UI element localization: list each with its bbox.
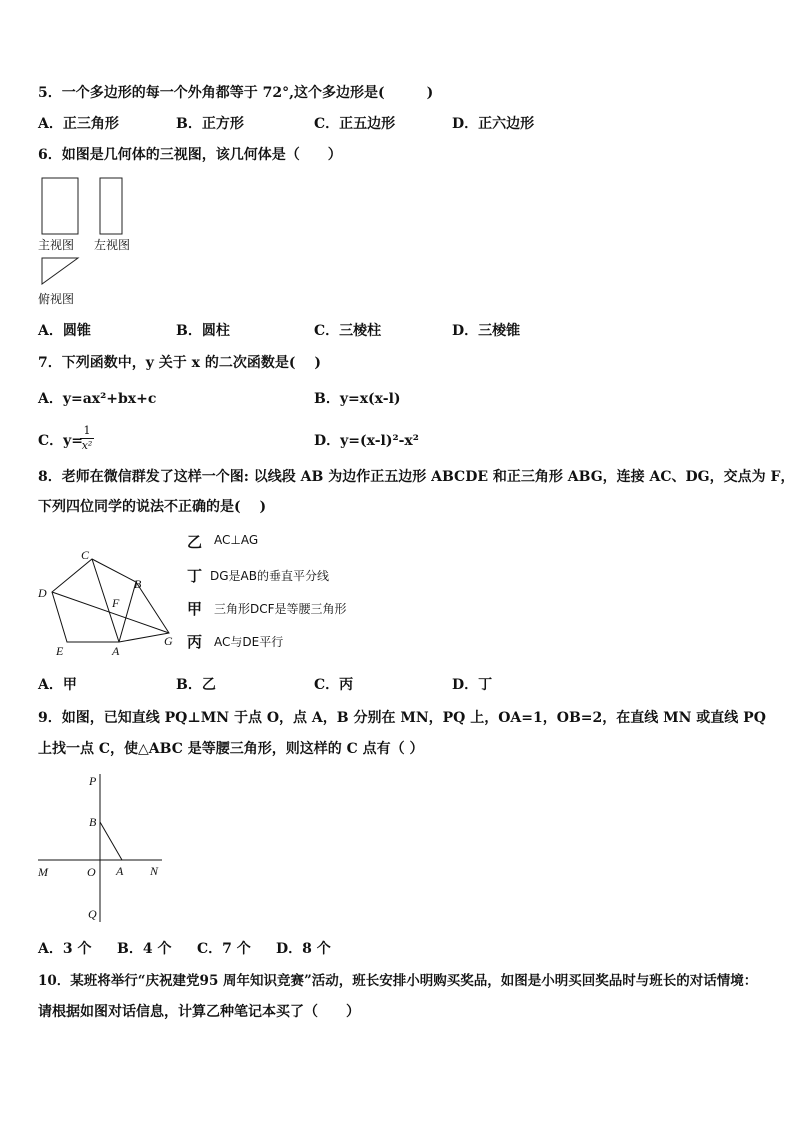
q7-option-a: A．y=ax²+bx+c (38, 391, 157, 407)
point-a-label: A (116, 864, 124, 878)
point-m-label: M (38, 865, 48, 879)
top-view-triangle (42, 258, 78, 284)
q6-option-c: C．三棱柱 (314, 323, 382, 339)
statement-ding: DG是AB的垂直平分线 (210, 569, 329, 583)
point-b-label: B (134, 577, 142, 591)
q9-option-c: C．7 个 (197, 941, 251, 957)
perpendicular-lines-figure (34, 770, 170, 926)
q5-stem: 5．一个多边形的每一个外角都等于 72°,这个多边形是( ) (38, 85, 434, 101)
point-e-label: E (56, 644, 64, 658)
q8-stem-line2: 下列四位同学的说法不正确的是( ) (38, 499, 267, 515)
q6-option-d: D．三棱锥 (452, 323, 521, 339)
q7-option-d: D．y=(x-l)²-x² (314, 433, 419, 449)
q8-option-c: C．丙 (314, 677, 354, 693)
point-d-label: D (38, 586, 47, 600)
point-n-label: N (150, 864, 159, 878)
q5-option-b: B．正方形 (176, 116, 244, 132)
statement-jia: 三角形DCF是等腰三角形 (214, 602, 347, 616)
q8-option-d: D．丁 (452, 677, 493, 693)
point-a-label: A (112, 644, 120, 658)
q9-option-a: A．3 个 (38, 941, 92, 957)
point-q-label: Q (88, 907, 97, 921)
pentagon-triangle-figure (36, 545, 186, 660)
speaker-yi: 乙 (187, 533, 203, 551)
q7-option-b: B．y=x(x-l) (314, 391, 401, 407)
front-view-rect (42, 178, 78, 234)
q5-option-c: C．正五边形 (314, 116, 396, 132)
q8-option-b: B．乙 (176, 677, 216, 693)
q10-stem-line1: 10．某班将举行“庆祝建党95 周年知识竞赛”活动，班长安排小明购买奖品，如图是小明买回奖品时与班长的对话情境： (38, 973, 758, 989)
point-g-label: G (164, 634, 173, 648)
point-f-label: F (112, 596, 120, 610)
point-p-label: P (89, 774, 97, 788)
segment-dg (52, 592, 169, 633)
q8-stem-line1: 8．老师在微信群发了这样一个图: 以线段 AB 为边作正五边形 ABCDE 和正三角形 ABG，连接 AC、DG，交点为 F， (38, 469, 794, 485)
q5-option-a: A．正三角形 (38, 116, 119, 132)
point-o-label: O (87, 865, 96, 879)
q9-option-b: B．4 个 (117, 941, 172, 957)
q7-option-c-numerator: 1 (83, 424, 91, 437)
q6-option-a: A．圆锥 (38, 323, 91, 339)
front-view-label: 主视图 (38, 238, 75, 252)
q5-option-d: D．正六边形 (452, 116, 535, 132)
q6-option-b: B．圆柱 (176, 323, 230, 339)
statement-bing: AC与DE平行 (214, 635, 284, 649)
segment-ab (100, 822, 122, 860)
point-c-label: C (81, 548, 90, 562)
q9-stem-line2: 上找一点 C，使△ABC 是等腰三角形，则这样的 C 点有（ ） (38, 741, 424, 757)
speaker-bing: 丙 (187, 633, 203, 651)
q6-stem: 6．如图是几何体的三视图，该几何体是（ ） (38, 147, 342, 163)
point-b-label: B (89, 815, 97, 829)
speaker-jia: 甲 (187, 600, 203, 618)
segment-ab (119, 582, 136, 642)
figure-outline (52, 559, 169, 642)
q7-option-c-denominator: x² (81, 439, 93, 452)
top-view-label: 俯视图 (38, 292, 75, 306)
q10-stem-line2: 请根据如图对话信息，计算乙种笔记本买了（ ） (38, 1004, 360, 1020)
left-view-rect (100, 178, 122, 234)
statement-yi: AC⊥AG (214, 533, 259, 547)
q9-option-d: D．8 个 (276, 941, 331, 957)
q9-stem-line1: 9．如图，已知直线 PQ⊥MN 于点 O，点 A，B 分别在 MN，PQ 上，OA=1，OB=2，在直线 MN 或直线 PQ (38, 710, 766, 726)
speaker-ding: 丁 (187, 567, 203, 585)
q7-stem: 7．下列函数中，y 关于 x 的二次函数是( ) (38, 355, 321, 371)
q7-option-c-prefix: C．y= (38, 433, 84, 449)
left-view-label: 左视图 (94, 238, 131, 252)
q8-option-a: A．甲 (38, 677, 77, 693)
